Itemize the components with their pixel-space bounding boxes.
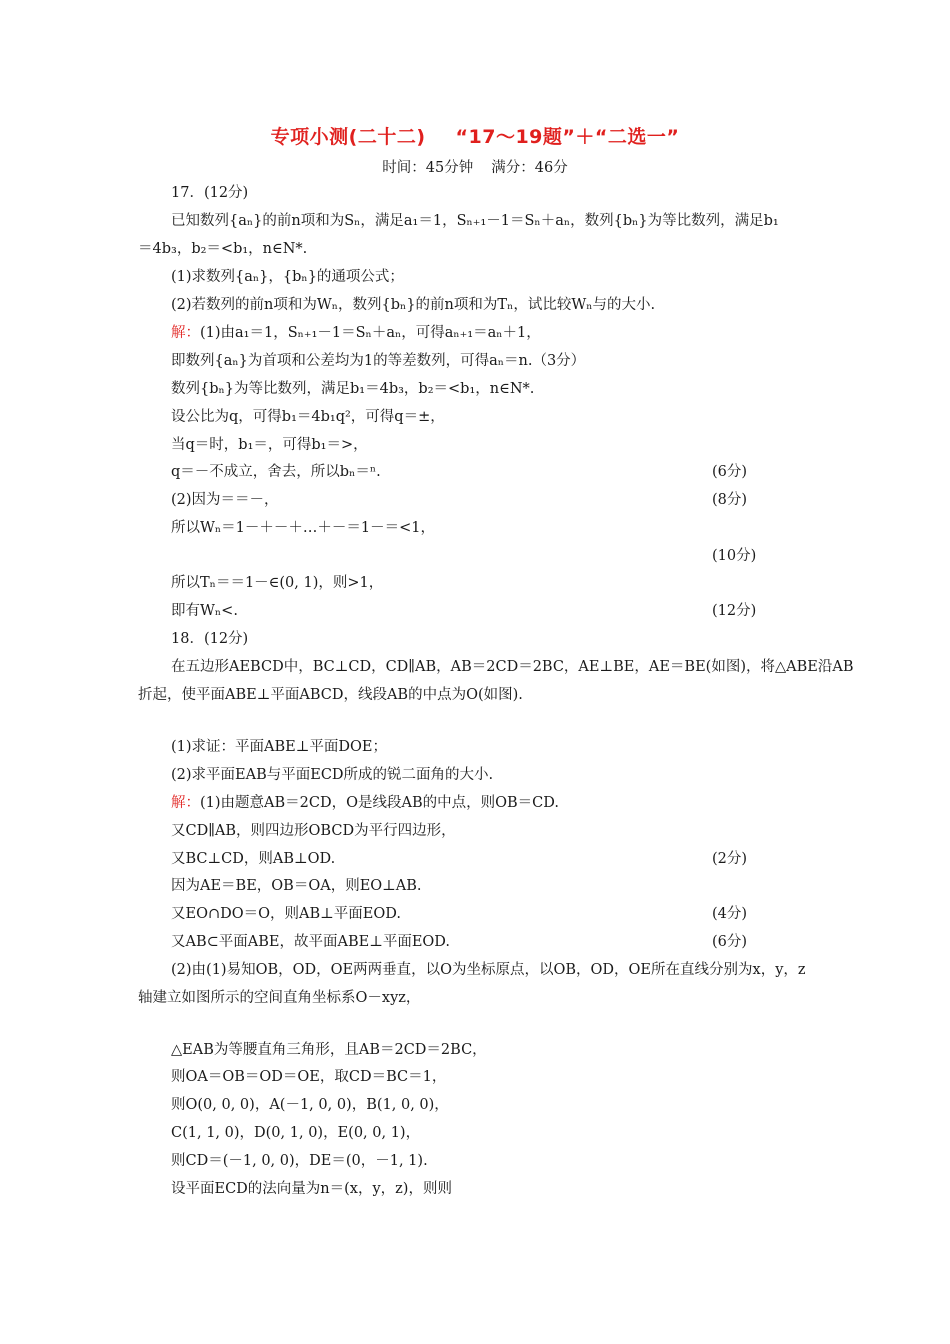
- q17-stem-line1: 已知数列{aₙ}的前n项和为Sₙ，满足a₁＝1，Sₙ₊₁－1＝Sₙ＋aₙ，数列{bₙ}为等比数列，满足b₁: [171, 213, 779, 229]
- q17-score-12: (12分): [712, 603, 757, 619]
- q17-solution-line2: 即数列{aₙ}为首项和公差均为1的等差数列，可得aₙ＝n.（3分）: [171, 353, 586, 369]
- q18-solution-line8: 轴建立如图所示的空间直角坐标系O－xyz，: [138, 990, 421, 1006]
- q18-score-2: (2分): [712, 851, 748, 867]
- q17-solution-line5: 当q＝时，b₁＝，可得b₁＝>，: [171, 437, 368, 453]
- q17-solution-line4: 设公比为q，可得b₁＝4b₁q²，可得q＝±，: [171, 409, 445, 425]
- solution-label: 解：: [171, 325, 200, 341]
- exam-info: [0, 156, 950, 177]
- q18-solution-line5: 又EO∩DO＝O，则AB⊥平面EOD.: [171, 906, 401, 922]
- q18-solution-line9: △EAB为等腰直角三角形，且AB＝2CD＝2BC，: [171, 1042, 487, 1058]
- q18-score-6: (6分): [712, 934, 748, 950]
- q18-solution-line12: C(1, 1, 0)，D(0, 1, 0)，E(0, 0, 1)，: [171, 1125, 421, 1141]
- q18-solution-line10: 则OA＝OB＝OD＝OE，取CD＝BC＝1，: [171, 1069, 447, 1085]
- title-topic: “17～19题”＋“二选一”: [455, 126, 680, 148]
- total-score: 满分：46分: [491, 160, 568, 176]
- q18-sol1-text: (1)由题意AB＝2CD，O是线段AB的中点，则OB＝CD.: [200, 795, 559, 811]
- q18-part2: (2)求平面EAB与平面ECD所成的锐二面角的大小.: [171, 767, 494, 783]
- q18-solution-line13: 则CD＝(－1, 0, 0)，DE＝(0，－1, 1).: [171, 1153, 428, 1169]
- q17-score-10: (10分): [712, 548, 757, 564]
- q17-score-6: (6分): [712, 464, 748, 480]
- q17-stem-line2: ＝4b₃，b₂＝<b₁，n∈N*.: [138, 241, 308, 257]
- page-title: [0, 122, 950, 149]
- q18-solution-line3: 又BC⊥CD，则AB⊥OD.: [171, 851, 336, 867]
- q17-score-8: (8分): [712, 492, 748, 508]
- solution-label: 解：: [171, 795, 200, 811]
- q17-solution-line3: 数列{bₙ}为等比数列，满足b₁＝4b₃，b₂＝<b₁，n∈N*.: [171, 381, 535, 397]
- q18-stem-line2: 折起，使平面ABE⊥平面ABCD，线段AB的中点为O(如图).: [138, 687, 523, 703]
- time-limit: 时间：45分钟: [382, 160, 474, 176]
- q17-solution-line6: q＝－不成立，舍去，所以bₙ＝ⁿ.: [171, 464, 381, 480]
- q17-solution-line10: 即有Wₙ<.: [171, 603, 238, 619]
- q17-solution-line8: 所以Wₙ＝1－＋－＋…＋－＝1－＝<1，: [171, 520, 436, 536]
- q17-solution-line7: (2)因为＝＝－，: [171, 492, 279, 508]
- q17-sol1-text: (1)由a₁＝1，Sₙ₊₁－1＝Sₙ＋aₙ，可得aₙ₊₁＝aₙ＋1，: [200, 325, 541, 341]
- q17-part2: (2)若数列的前n项和为Wₙ，数列{bₙ}的前n项和为Tₙ，试比较Wₙ与的大小.: [171, 297, 656, 313]
- q18-header: 18．(12分): [171, 631, 249, 647]
- q18-solution-line6: 又AB⊂平面ABE，故平面ABE⊥平面EOD.: [171, 934, 451, 950]
- q18-solution-line2: 又CD∥AB，则四边形OBCD为平行四边形，: [171, 823, 456, 839]
- q17-solution-line9: 所以Tₙ＝＝1－∈(0, 1)，则>1，: [171, 575, 384, 591]
- q18-solution-line4: 因为AE＝BE，OB＝OA，则EO⊥AB.: [171, 878, 422, 894]
- q17-header: 17．(12分): [171, 185, 249, 201]
- q18-stem-line1: 在五边形AEBCD中，BC⊥CD，CD∥AB，AB＝2CD＝2BC，AE⊥BE，AE＝BE(如图)，将△ABE沿AB: [171, 659, 854, 675]
- q18-solution-line11: 则O(0, 0, 0)，A(－1, 0, 0)，B(1, 0, 0)，: [171, 1097, 449, 1113]
- q18-solution-line1: [171, 793, 559, 813]
- q17-solution-line1: [171, 323, 541, 343]
- q17-part1: (1)求数列{aₙ}，{bₙ}的通项公式；: [171, 269, 404, 285]
- q18-solution-line14: 设平面ECD的法向量为n＝(x，y，z)，则则: [171, 1181, 452, 1197]
- q18-score-4: (4分): [712, 906, 748, 922]
- title-main: 专项小测(二十二): [270, 126, 426, 148]
- q18-solution-line7: (2)由(1)易知OB，OD，OE两两垂直，以O为坐标原点，以OB，OD，OE所在直线分别为x，y，z: [171, 962, 806, 978]
- q18-part1: (1)求证：平面ABE⊥平面DOE；: [171, 739, 387, 755]
